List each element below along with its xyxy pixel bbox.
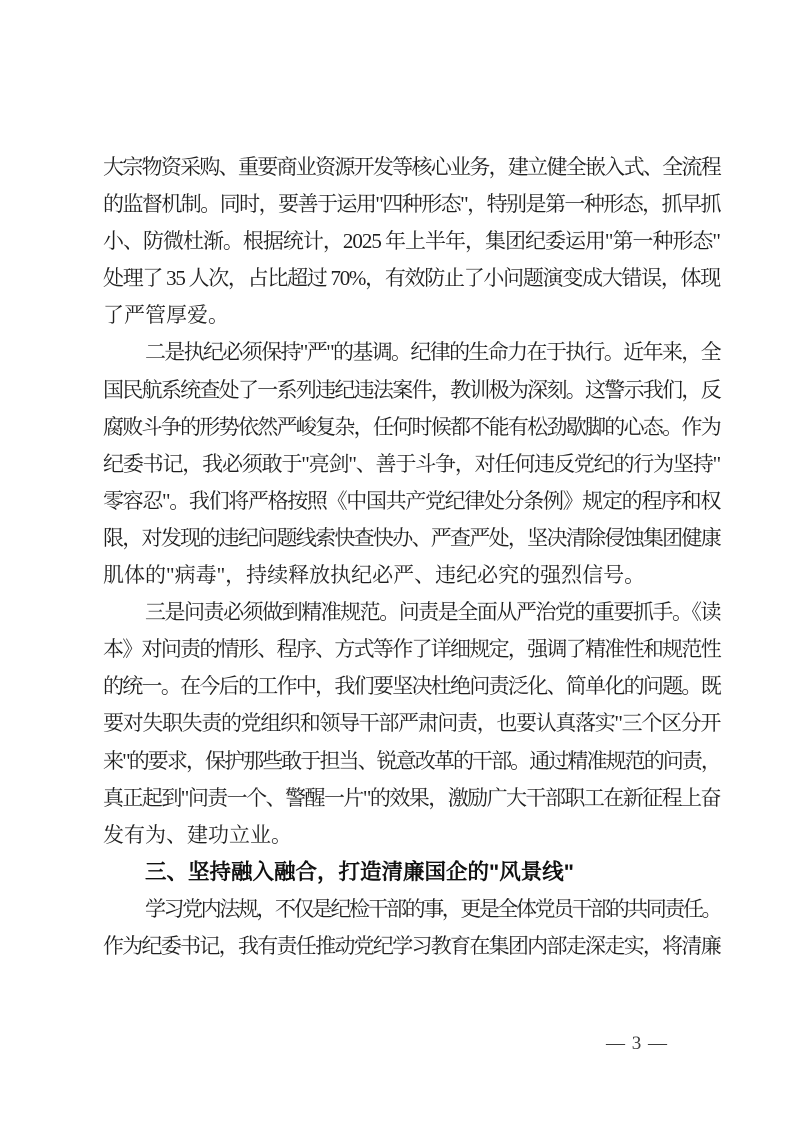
text-line: 大宗物资采购、重要商业资源开发等核心业务，建立健全嵌入式、全流程	[103, 155, 720, 179]
text-line: 真正起到"问责一个、警醒一片"的效果，激励广大干部职工在新征程上奋	[103, 785, 720, 810]
paragraph	[103, 594, 720, 854]
text-line: 要对失职失责的党组织和领导干部严肃问责，也要认真落实"三个区分开	[103, 711, 720, 736]
text-line: 小、防微杜渐。根据统计，2025 年上半年，集团纪委运用"第一种形态"	[103, 229, 720, 254]
text-line: 作为纪委书记，我有责任推动党纪学习教育在集团内部走深走实，将清廉	[103, 933, 720, 958]
document-body	[103, 149, 720, 965]
paragraph	[103, 891, 720, 965]
text-line: 限，对发现的违纪问题线索快查快办、严查严处，坚决清除侵蚀集团健康	[103, 525, 720, 550]
text-line: 学习党内法规，不仅是纪检干部的事，更是全体党员干部的共同责任。	[145, 896, 720, 921]
text-line: 处理了 35 人次，占比超过 70%，有效防止了小问题演变成大错误，体现	[103, 266, 720, 291]
text-line: 了严管厚爱。	[103, 303, 229, 328]
text-line: 发有为、建功立业。	[103, 822, 292, 847]
text-line: 的监督机制。同时，要善于运用"四种形态"，特别是第一种形态，抓早抓	[103, 192, 720, 217]
text-line: 零容忍"。我们将严格按照《中国共产党纪律处分条例》规定的程序和权	[103, 488, 720, 513]
text-line: 肌体的"病毒"，持续释放执纪必严、违纪必究的强烈信号。	[103, 563, 646, 588]
paragraph	[103, 149, 720, 334]
section-heading-text: 三、坚持融入融合，打造清廉国企的"风景线"	[145, 859, 574, 884]
paragraph	[103, 334, 720, 594]
text-line: 二是执纪必须保持"严"的基调。纪律的生命力在于执行。近年来，全	[145, 340, 720, 365]
section-heading	[103, 854, 720, 891]
text-line: 的统一。在今后的工作中，我们要坚决杜绝问责泛化、简单化的问题。既	[103, 674, 720, 699]
text-line: 三是问责必须做到精准规范。问责是全面从严治党的重要抓手。《读	[145, 600, 720, 625]
text-line: 腐败斗争的形势依然严峻复杂，任何时候都不能有松劲歇脚的心态。作为	[103, 414, 720, 439]
text-line: 国民航系统查处了一系列违纪违法案件，教训极为深刻。这警示我们，反	[103, 377, 720, 402]
text-line: 本》对问责的情形、程序、方式等作了详细规定，强调了精准性和规范性	[103, 637, 720, 662]
text-line: 来"的要求，保护那些敢于担当、锐意改革的干部。通过精准规范的问责，	[103, 748, 720, 773]
page-number: — 3 —	[606, 1033, 668, 1054]
text-line: 纪委书记，我必须敢于"亮剑"、善于斗争，对任何违反党纪的行为坚持"	[103, 451, 720, 476]
